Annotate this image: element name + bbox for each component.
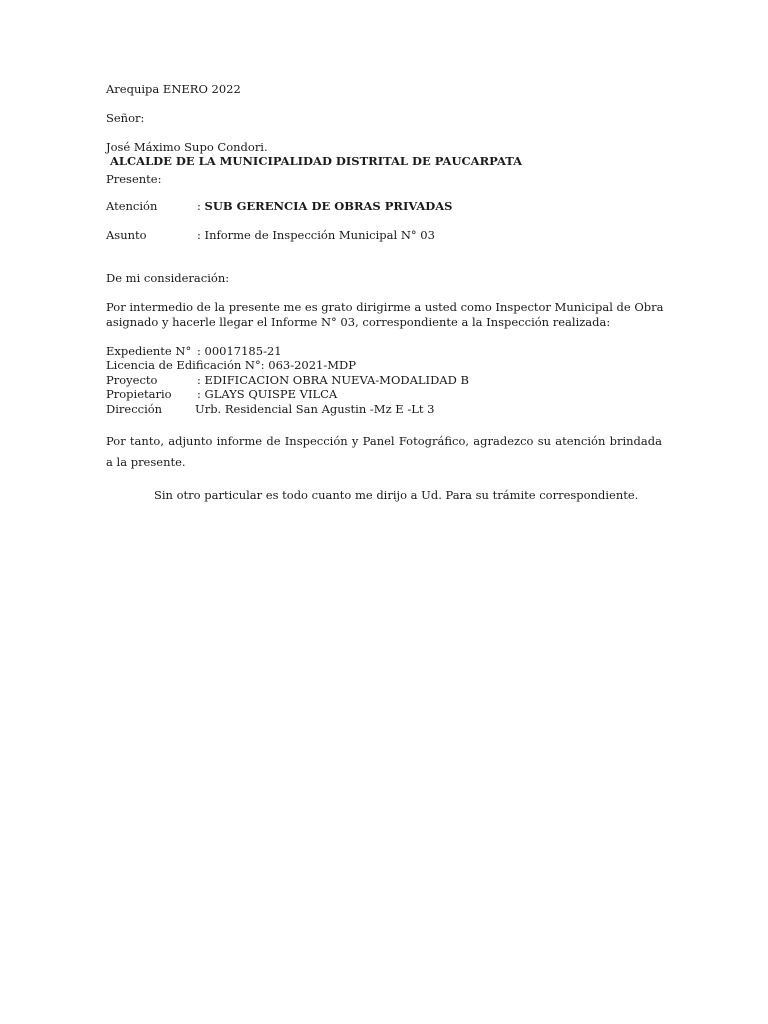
direccion-label: Dirección [106, 402, 163, 416]
closing-paragraph: Por tanto, adjunto informe de Inspección y Panel Fotográfico, agradezco su atención brindada a la presente. [106, 434, 662, 469]
propietario-label: Propietario [106, 387, 172, 401]
direccion-value: Urb. Residencial San Agustin -Mz E -Lt 3 [195, 402, 435, 416]
licencia-line: Licencia de Edificación N°: 063-2021-MDP [106, 358, 356, 372]
intro-line-2: asignado y hacerle llegar el Informe N° 03, correspondiente a la Inspección realizada: [106, 315, 611, 329]
atencion-label: Atención [106, 199, 158, 213]
expediente-value: : 00017185-21 [197, 344, 282, 358]
proyecto-label: Proyecto [106, 373, 158, 387]
asunto-value: : Informe de Inspección Municipal N° 03 [197, 228, 435, 242]
atencion-separator: : [197, 199, 205, 213]
recipient-name: José Máximo Supo Condori. [106, 140, 268, 154]
asunto-label: Asunto [106, 228, 147, 242]
recipient-title: ALCALDE DE LA MUNICIPALIDAD DISTRITAL DE PAUCARPATA [110, 154, 523, 168]
farewell-line: Sin otro particular es todo cuanto me dirijo a Ud. Para su trámite correspondiente. [154, 488, 639, 502]
intro-line-1: Por intermedio de la presente me es grato dirigirme a usted como Inspector Municipal de Obra [106, 300, 664, 314]
salutation: Señor: [106, 111, 145, 125]
letter-date: Arequipa ENERO 2022 [106, 82, 241, 96]
expediente-label: Expediente N° [106, 344, 192, 358]
proyecto-value: : EDIFICACION OBRA NUEVA-MODALIDAD B [197, 373, 469, 387]
greeting: De mi consideración: [106, 271, 230, 285]
propietario-value: : GLAYS QUISPE VILCA [197, 387, 338, 401]
presente-label: Presente: [106, 172, 162, 186]
atencion-value: SUB GERENCIA DE OBRAS PRIVADAS [204, 199, 453, 213]
atencion-value-wrap [197, 199, 452, 213]
